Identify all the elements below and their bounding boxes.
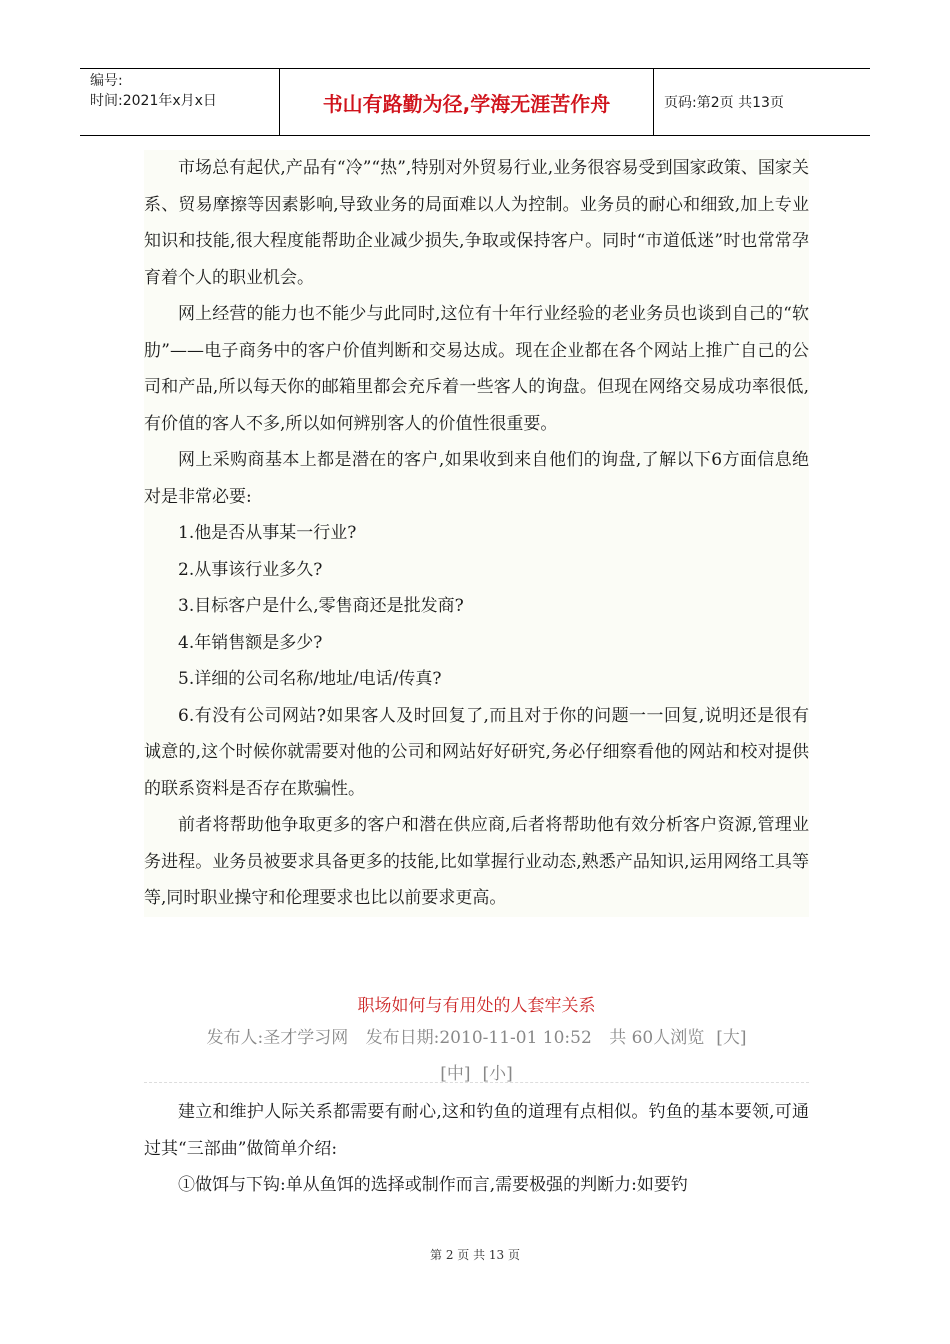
list-item: 3.目标客户是什么,零售商还是批发商? xyxy=(178,596,464,616)
time-label: 时间:2021年x月x日 xyxy=(90,93,217,109)
main-content xyxy=(144,150,809,917)
list-item: 1.他是否从事某一行业? xyxy=(178,523,357,543)
publish-date: 发布日期:2010-11-01 10:52 xyxy=(365,1028,592,1048)
motto: 书山有路勤为径,学海无涯苦作舟 xyxy=(280,69,654,135)
font-size-small-link[interactable]: [小] xyxy=(482,1064,513,1084)
code-label: 编号: xyxy=(90,73,123,89)
paragraph: ①做饵与下钩:单从鱼饵的选择或制作而言,需要极强的判断力:如要钓 xyxy=(178,1175,688,1195)
paragraph: 建立和维护人际关系都需要有耐心,这和钓鱼的道理有点相似。钓鱼的基本要领,可通过其“三部曲”做简单介绍: xyxy=(144,1102,809,1159)
publisher: 发布人:圣才学习网 xyxy=(206,1028,349,1048)
paragraph: 网上经营的能力也不能少与此同时,这位有十年行业经验的老业务员也谈到自己的“软肋”——电子商务中的客户价值判断和交易达成。现在企业都在各个网站上推广自己的公司和产品,所以每天你的邮箱里都会充斥着一些客人的询盘。但现在网络交易成功率很低,有价值的客人不多,所以如何辨别客人的价值性很重要。 xyxy=(144,304,809,434)
paragraph: 网上采购商基本上都是潜在的客户,如果收到来自他们的询盘,了解以下6方面信息绝对是非常必要: xyxy=(144,450,809,507)
page-info: 页码:第2页 共13页 xyxy=(664,95,784,111)
font-size-large-link[interactable]: [大] xyxy=(716,1028,747,1048)
article-title[interactable]: 职场如何与有用处的人套牢关系 xyxy=(357,996,596,1016)
article-body xyxy=(144,1094,809,1204)
view-count: 共 60人浏览 xyxy=(609,1028,705,1048)
list-item: 2.从事该行业多久? xyxy=(178,559,323,580)
divider xyxy=(144,1082,809,1083)
page-header xyxy=(80,68,870,136)
list-item: 4.年销售额是多少? xyxy=(178,632,323,653)
page-footer: 第 2 页 共 13 页 xyxy=(430,1248,520,1262)
paragraph: 市场总有起伏,产品有“冷”“热”,特别对外贸易行业,业务很容易受到国家政策、国家关系、贸易摩擦等因素影响,导致业务的局面难以人为控制。业务员的耐心和细致,加上专业知识和技能,很大程度能帮助企业减少损失,争取或保持客户。同时“市道低迷”时也常常孕育着个人的职业机会。 xyxy=(144,158,809,288)
paragraph: 前者将帮助他争取更多的客户和潜在供应商,后者将帮助他有效分析客户资源,管理业务进程。业务员被要求具备更多的技能,比如掌握行业动态,熟悉产品知识,运用网络工具等等,同时职业操守和伦理要求也比以前要求更高。 xyxy=(144,815,809,908)
list-item: 5.详细的公司名称/地址/电话/传真? xyxy=(178,669,442,689)
paragraph: 6.有没有公司网站?如果客人及时回复了,而且对于你的问题一一回复,说明还是很有诚意的,这个时候你就需要对他的公司和网站好好研究,务必仔细察看他的网站和校对提供的联系资料是否存在欺骗性。 xyxy=(144,705,809,799)
font-size-medium-link[interactable]: [中] xyxy=(440,1064,471,1084)
header-meta-cell xyxy=(80,69,280,135)
